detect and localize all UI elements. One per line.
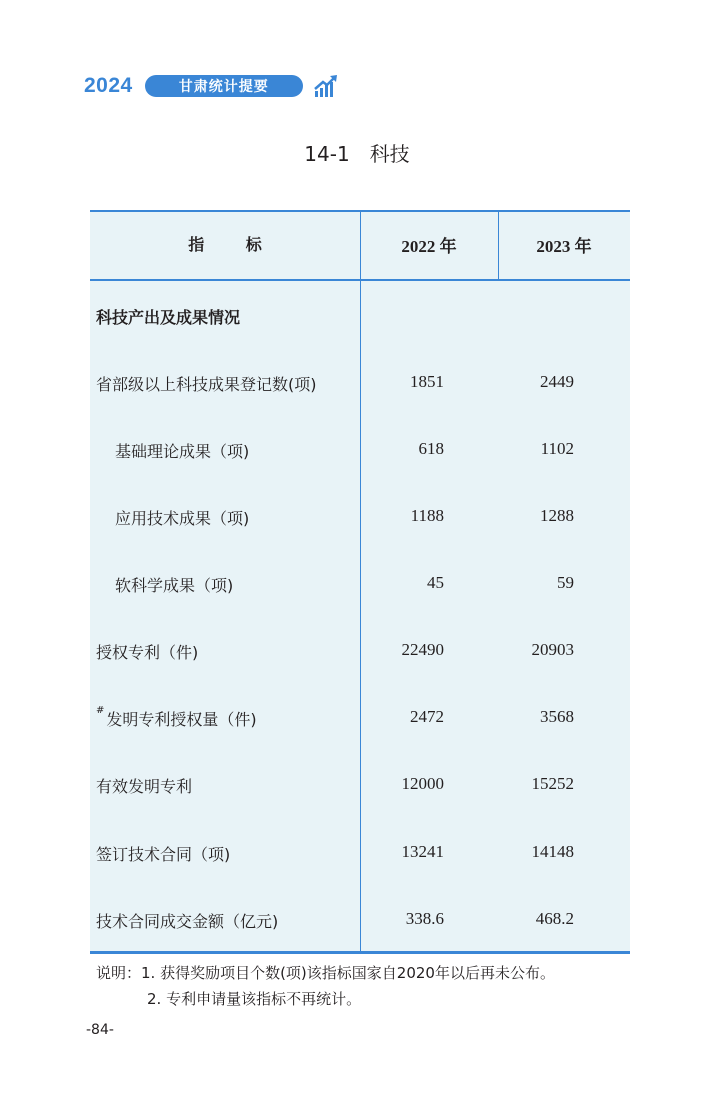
value-2023: 14148: [531, 842, 574, 861]
value-2023: 1102: [540, 439, 574, 458]
table-row: [90, 703, 630, 733]
table-row: [90, 301, 630, 331]
section-name: 科技: [369, 142, 410, 166]
page-header: [84, 72, 339, 100]
value-2022: 338.6: [405, 909, 444, 928]
table-row: [90, 905, 630, 935]
value-2022: 12000: [401, 774, 444, 793]
table-row: [90, 502, 630, 532]
value-2023: 3568: [540, 707, 574, 726]
header-2023: 2023 年: [536, 237, 592, 256]
value-2023: 468.2: [535, 909, 574, 928]
table-row: [90, 770, 630, 800]
value-2022: 618: [418, 439, 444, 458]
row-label: 技术合同成交金额（亿元): [96, 912, 279, 931]
value-2022: 1188: [410, 506, 444, 525]
value-2023: 1288: [540, 506, 574, 525]
header-indicator: 指 标: [188, 235, 280, 254]
row-label: 有效发明专利: [96, 777, 193, 796]
row-label: 省部级以上科技成果登记数(项): [96, 375, 317, 394]
row-label: 发明专利授权量（件): [106, 710, 257, 729]
value-2023: 15252: [531, 774, 574, 793]
header-year: 2024: [84, 74, 133, 97]
row-label-wrapper: [96, 707, 257, 730]
table-row: [90, 368, 630, 398]
value-2022: 45: [427, 573, 444, 592]
header-2022: 2022 年: [401, 237, 457, 256]
section-number: 14-1: [304, 142, 350, 166]
value-2022: 13241: [401, 842, 444, 861]
value-2023: 20903: [531, 640, 574, 659]
footnote-mark: #: [96, 705, 105, 716]
table-row: [90, 838, 630, 868]
value-2022: 1851: [410, 372, 444, 391]
data-table: [90, 210, 630, 954]
header-book-title: 甘肃统计提要: [145, 75, 303, 97]
value-2023: 59: [557, 573, 574, 592]
growth-chart-icon: [313, 73, 339, 99]
row-label: 应用技术成果（项): [115, 509, 250, 528]
value-2022: 2472: [410, 707, 444, 726]
value-2022: 22490: [401, 640, 444, 659]
table-row: [90, 435, 630, 465]
row-label: 签订技术合同（项): [96, 845, 231, 864]
note-line-1: 说明：1. 获得奖励项目个数(项)该指标国家自2020年以后再未公布。: [96, 964, 555, 982]
value-2023: 2449: [540, 372, 574, 391]
row-label: 授权专利（件): [96, 643, 199, 662]
row-label: 软科学成果（项): [115, 576, 234, 595]
table-notes: [96, 960, 555, 1012]
row-label: 科技产出及成果情况: [96, 308, 241, 327]
page-number: -84-: [86, 1022, 114, 1038]
table-row: [90, 636, 630, 666]
note-line-2: 2. 专利申请量该指标不再统计。: [147, 990, 362, 1008]
table-row: [90, 569, 630, 599]
section-title: [0, 138, 714, 167]
row-label: 基础理论成果（项): [115, 442, 250, 461]
